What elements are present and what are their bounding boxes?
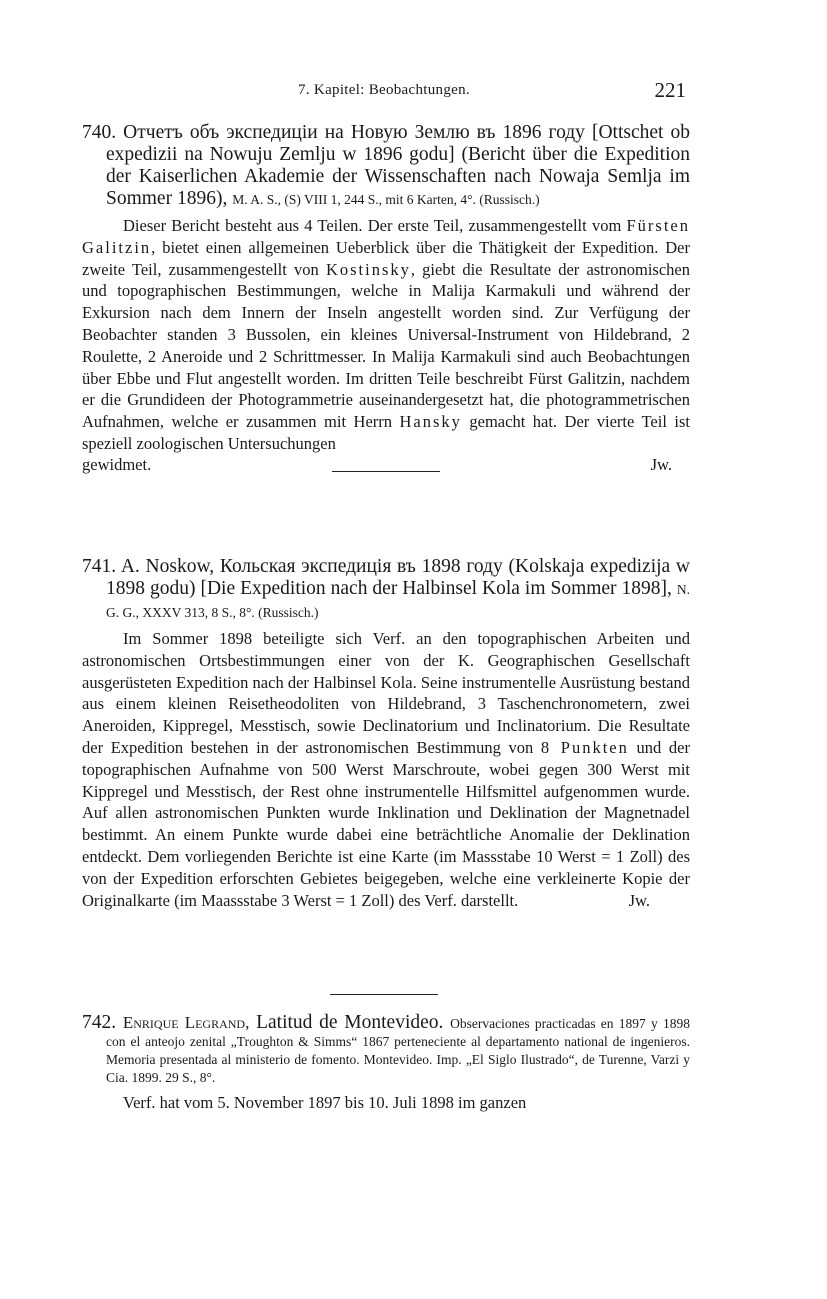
emphasis: 8 Punkten bbox=[540, 737, 629, 757]
body-text: , bietet einen allgemeinen Ueberblick über die Thätigkeit der Expedition. Der zweite Teil, zusammengestellt von bbox=[82, 237, 690, 279]
title-russian: Отчетъ объ экспедицiи на Новую Землю въ 1896 году bbox=[123, 122, 585, 143]
entry-740-body bbox=[82, 215, 690, 455]
title-german: (Bericht über die Expedition der Kaiserlichen Akademie der Wissenschaften nach Nowaja Semlja im Sommer 1896), bbox=[106, 144, 691, 209]
body-text: und der topographischen Aufnahme von 500 Werst Marschroute, wobei gegen 300 Werst mit Kippregel und Messtisch, der Rest ohne instrumentelle Hilfsmittel aufgenommen wurde. Auf allen astronomischen Punkten wurde Inklination und Deklination der Magnetnadel bestimmt. An einem Punkte wurde dabei eine beträchtliche Anomalie der Deklination entdeckt. Dem vorliegenden Berichte ist eine Karte (im Massstabe 10 Werst = 1 Zoll) des von der Expedition erforschten Gebietes beigegeben, welche eine verkleinerte Kopie der Originalkarte (im Maassstabe 3 Werst = 1 Zoll) des Verf. darstellt. bbox=[82, 737, 690, 910]
entry-number: 740. bbox=[82, 122, 117, 143]
body-text: Verf. hat vom 5. November 1897 bis 10. Juli 1898 im ganzen bbox=[123, 1093, 527, 1112]
person-name: Fürsten Galitzin bbox=[82, 216, 690, 257]
entry-741 bbox=[82, 556, 690, 911]
entry-742 bbox=[82, 1014, 690, 1114]
entry-740-footer bbox=[82, 455, 690, 477]
entry-741-body bbox=[82, 628, 690, 911]
reference: N. G. G., XXXV 313, 8 S., 8°. (Russisch.) bbox=[106, 582, 691, 620]
person-name: Kostinsky bbox=[325, 259, 411, 279]
page-header bbox=[82, 78, 686, 108]
body-text: Dieser Bericht besteht aus 4 Teilen. Der erste Teil, zusammengestellt vom bbox=[123, 216, 627, 235]
author: Enrique Legrand, bbox=[122, 1013, 250, 1032]
author: A. Noskow, bbox=[120, 556, 215, 577]
title: Latitud de Montevideo. bbox=[256, 1012, 444, 1033]
entry-740-heading bbox=[82, 122, 690, 211]
title-transliteration: [Ottschet ob expedizii na Nowuju Zemlju w 1896 godu] bbox=[106, 122, 691, 165]
body-last-line: gewidmet. bbox=[82, 454, 152, 474]
body-text: gemacht hat. Der vierte Teil ist speziell zoologischen Untersuchungen bbox=[82, 412, 690, 453]
person-name: Hansky bbox=[399, 412, 462, 432]
page-number: 221 bbox=[654, 78, 686, 102]
entry-742-body bbox=[82, 1092, 690, 1114]
running-title: 7. Kapitel: Beobachtungen. bbox=[298, 82, 470, 98]
signature: Jw. bbox=[650, 454, 672, 474]
separator-rule bbox=[332, 471, 440, 472]
entry-number: 741. bbox=[82, 556, 117, 577]
body-text: Im Sommer 1898 beteiligte sich Verf. an den topographischen Arbeiten und astronomischen Ortsbestimmungen einer von der K. Geographischen Gesellschaft ausgerüsteten Expedition nach der Halbinsel Kola. Seine instrumentelle Ausrüstung bestand aus einem kleinen Reisetheodoliten von Hildebrand, 3 Taschenchronometern, zwei Aneroiden, Kippregel, Messtisch, sowie Declinatorium und Inclinatorium. Die Resultate der Expedition bestehen in der astronomischen Bestimmung von bbox=[82, 629, 690, 757]
title-transliteration: (Kolskaja expedizija w 1898 godu) bbox=[106, 556, 691, 599]
entry-740 bbox=[82, 122, 690, 477]
entry-741-heading bbox=[82, 556, 690, 624]
signature: Jw. bbox=[628, 890, 650, 910]
separator-rule bbox=[330, 994, 438, 995]
title-german: [Die Expedition nach der Halbinsel Kola im Sommer 1898], bbox=[200, 578, 672, 599]
body-text: , giebt die Resultate der astronomischen und topographischen Bestimmungen, welche in Malija Karmakuli und während der Exkursion nach dem Innern der Inseln angestellt worden sind. Zur Verfügung der Beobachter standen 3 Bussolen, ein kleines Universal-Instrument von Hildebrand, 2 Roulette, 2 Aneroide und 2 Schrittmesser. In Malija Karmakuli sind auch Beobachtungen über Ebbe und Flut angestellt worden. Im dritten Teile beschreibt Fürst Galitzin, nachdem er die Grundideen der Photogrammetrie auseinandergesetzt hat, die photogrammetrischen Aufnahmen, welche er zusammen mit Herrn bbox=[82, 259, 691, 432]
entry-742-heading bbox=[82, 1014, 690, 1086]
subtitle: Observaciones practicadas en 1897 y 1898 con el anteojo zenital „Troughton & Simms“ 1867 perteneciente al departamento national de ingenieros. Memoria presentada al ministerio de fomento. Montevideo. Imp. „El Siglo Ilustrado“, de Turenne, Varzi y Cia. 1899. 29 S., 8°. bbox=[106, 1016, 691, 1085]
reference: M. A. S., (S) VIII 1, 244 S., mit 6 Karten, 4°. (Russisch.) bbox=[232, 192, 540, 207]
entry-number: 742. bbox=[82, 1012, 117, 1033]
title-russian: Кольская экспедицiя въ 1898 году bbox=[219, 556, 503, 577]
